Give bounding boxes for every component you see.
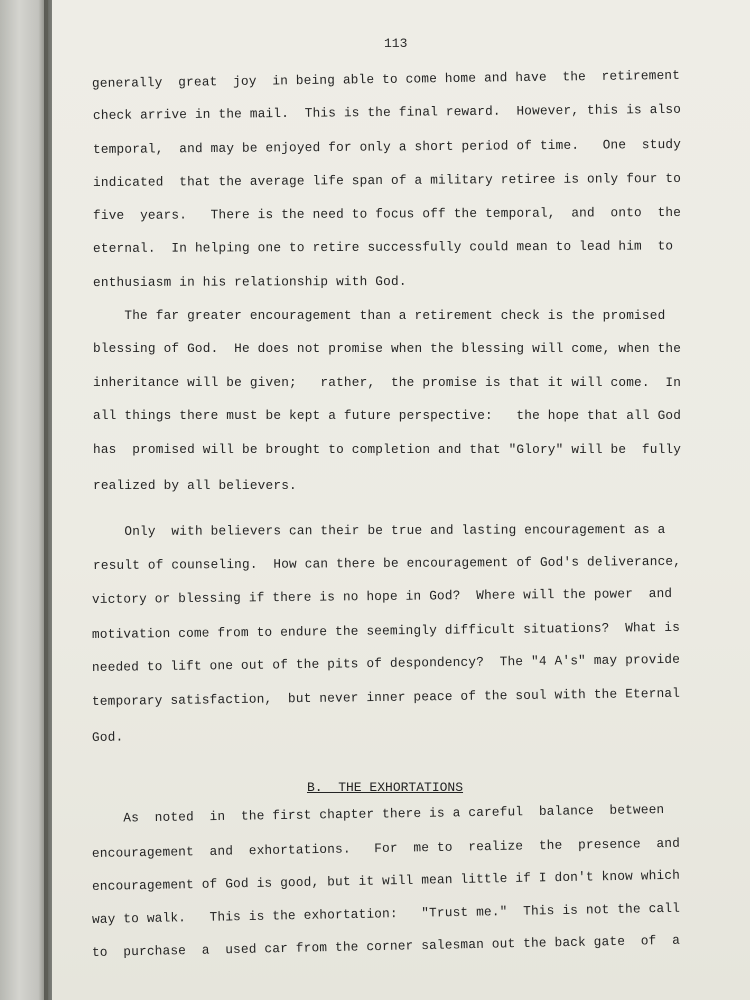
text-line: realized by all believers. — [93, 478, 297, 493]
text-line: temporal, and may be enjoyed for only a short period of time. One study — [92, 136, 682, 157]
text-line: temporary satisfaction, but never inner peace of the soul with the Eternal — [91, 685, 681, 709]
text-line: check arrive in the mail. This is the final reward. However, this is also — [92, 101, 682, 123]
text-line: has promised will be brought to completion and that "Glory" will be fully — [93, 442, 682, 457]
section-heading: B. THE EXHORTATIONS — [307, 780, 464, 795]
text-line: eternal. In helping one to retire successfully could mean to lead him to — [92, 238, 674, 256]
page-number: 113 — [384, 36, 408, 51]
text-line: to purchase a used car from the corner salesman out the back gate of a — [91, 932, 681, 960]
text-line: way to walk. This is the exhortation: "Trust me." This is not the call — [91, 900, 681, 927]
previous-page-edge — [0, 0, 48, 1000]
text-line: indicated that the average life span of a military retiree is only four to — [92, 170, 682, 190]
text-line: all things there must be kept a future perspective: the hope that all God — [93, 408, 682, 423]
text-line: The far greater encouragement than a retirement check is the promised — [93, 308, 666, 323]
text-line: motivation come from to endure the seemingly difficult situations? What is — [91, 619, 681, 642]
text-line: inheritance will be given; rather, the promise is that it will come. In — [93, 375, 682, 390]
text-line: needed to lift one out of the pits of despondency? The "4 A's" may provide — [91, 651, 681, 675]
text-line: five years. There is the need to focus off the temporal, and onto the — [92, 204, 682, 223]
text-line: As noted in the first chapter there is a careful balance between — [91, 802, 665, 826]
text-line: encouragement of God is good, but it will mean little if I don't know which — [91, 867, 681, 894]
text-line: victory or blessing if there is no hope in God? Where will the power and — [91, 585, 673, 607]
text-line: generally great joy in being able to come home and have the retirement — [91, 67, 681, 91]
text-line: God. — [91, 729, 124, 745]
text-line: result of counseling. How can there be encouragement of God's deliverance, — [92, 553, 682, 573]
text-line: enthusiasm in his relationship with God. — [92, 273, 407, 290]
text-line: Only with believers can their be true and lasting encouragement as a — [92, 522, 666, 539]
document-page — [52, 0, 750, 1000]
text-line: blessing of God. He does not promise when the blessing will come, when the — [93, 341, 682, 356]
text-line: encouragement and exhortations. For me to realize the presence and — [91, 835, 681, 861]
